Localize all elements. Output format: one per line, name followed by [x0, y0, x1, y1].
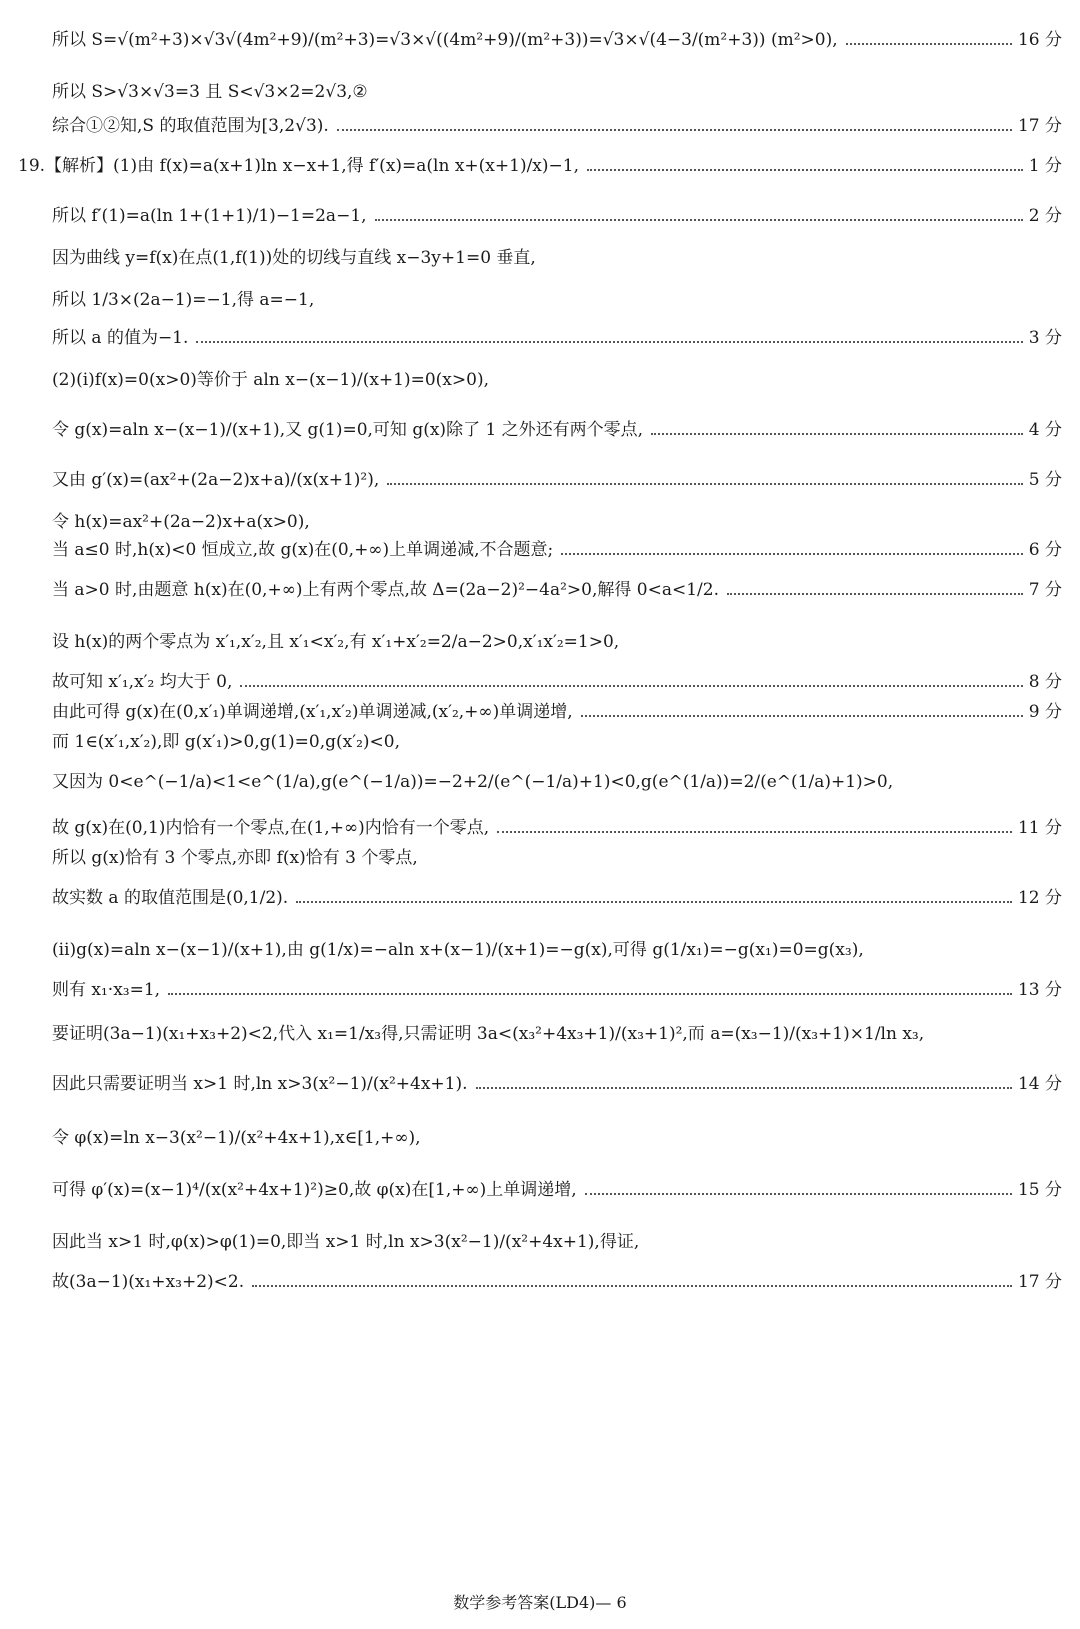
- line-text: 所以 f′(1)=a(ln 1+(1+1)/1)−1=2a−1,: [52, 206, 367, 226]
- score-label: 2 分: [1028, 206, 1062, 226]
- solution-line: [52, 116, 1062, 136]
- solution-line: [52, 732, 1062, 752]
- score-label: 16 分: [1017, 30, 1062, 50]
- solution-line: [52, 206, 1062, 226]
- score-label: 4 分: [1028, 420, 1062, 440]
- score-label: 12 分: [1017, 888, 1062, 908]
- line-text: (2)(ⅰ)f(x)=0(x>0)等价于 aln x−(x−1)/(x+1)=0(x>0),: [52, 370, 489, 390]
- dot-leader: [252, 1284, 1012, 1287]
- solution-line: [52, 248, 1062, 268]
- score-label: 14 分: [1017, 1074, 1062, 1094]
- solution-line: [52, 1232, 1062, 1252]
- line-text: 当 a>0 时,由题意 h(x)在(0,+∞)上有两个零点,故 Δ=(2a−2)²−4a²>0,解得 0<a<1/2.: [52, 580, 720, 600]
- line-text: 可得 φ′(x)=(x−1)⁴/(x(x²+4x+1)²)≥0,故 φ(x)在[1,+∞)上单调递增,: [52, 1180, 577, 1200]
- solution-line: [52, 818, 1062, 838]
- score-label: 17 分: [1017, 1272, 1062, 1292]
- solution-line: [52, 980, 1062, 1000]
- line-text: (ⅱ)g(x)=aln x−(x−1)/(x+1),由 g(1/x)=−aln x+(x−1)/(x+1)=−g(x),可得 g(1/x₁)=−g(x₁)=0=g(x₃),: [52, 940, 864, 960]
- dot-leader: [581, 714, 1023, 717]
- dot-leader: [476, 1086, 1012, 1089]
- solution-line: [52, 1024, 1062, 1044]
- line-text: 而 1∈(x′₁,x′₂),即 g(x′₁)>0,g(1)=0,g(x′₂)<0,: [52, 732, 400, 752]
- line-text: 令 φ(x)=ln x−3(x²−1)/(x²+4x+1),x∈[1,+∞),: [52, 1128, 421, 1148]
- solution-line: [52, 1272, 1062, 1292]
- solution-line: [52, 702, 1062, 722]
- line-text: 因为曲线 y=f(x)在点(1,f(1))处的切线与直线 x−3y+1=0 垂直,: [52, 248, 536, 268]
- line-text: 所以 S>√3×√3=3 且 S<√3×2=2√3,②: [52, 82, 368, 102]
- score-label: 6 分: [1028, 540, 1062, 560]
- solution-line: [52, 848, 1062, 868]
- dot-leader: [585, 1192, 1012, 1195]
- score-label: 3 分: [1028, 328, 1062, 348]
- score-label: 1 分: [1028, 156, 1062, 176]
- line-text: 因此只需要证明当 x>1 时,ln x>3(x²−1)/(x²+4x+1).: [52, 1074, 468, 1094]
- dot-leader: [727, 592, 1023, 595]
- solution-line: [52, 290, 1062, 310]
- score-label: 8 分: [1028, 672, 1062, 692]
- score-label: 17 分: [1017, 116, 1062, 136]
- dot-leader: [168, 992, 1012, 995]
- solution-line: [52, 1180, 1062, 1200]
- solution-line: [52, 940, 1062, 960]
- dot-leader: [337, 128, 1012, 131]
- dot-leader: [651, 432, 1023, 435]
- score-label: 13 分: [1017, 980, 1062, 1000]
- dot-leader: [240, 684, 1022, 687]
- line-text: 因此当 x>1 时,φ(x)>φ(1)=0,即当 x>1 时,ln x>3(x²−1)/(x²+4x+1),得证,: [52, 1232, 640, 1252]
- solution-line: [52, 1074, 1062, 1094]
- solution-line: [52, 370, 1062, 390]
- dot-leader: [497, 830, 1012, 833]
- line-text: 故实数 a 的取值范围是(0,1/2).: [52, 888, 289, 908]
- solution-line: [52, 30, 1062, 50]
- line-text: 所以 S=√(m²+3)×√3√(4m²+9)/(m²+3)=√3×√((4m²+9)/(m²+3))=√3×√(4−3/(m²+3)) (m²>0),: [52, 30, 838, 50]
- solution-line: [52, 512, 1062, 532]
- line-text: 所以 g(x)恰有 3 个零点,亦即 f(x)恰有 3 个零点,: [52, 848, 418, 868]
- line-text: 所以 1/3×(2a−1)=−1,得 a=−1,: [52, 290, 315, 310]
- line-text: 故(3a−1)(x₁+x₃+2)<2.: [52, 1272, 245, 1292]
- dot-leader: [375, 218, 1023, 221]
- line-text: 要证明(3a−1)(x₁+x₃+2)<2,代入 x₁=1/x₃得,只需证明 3a<(x₃²+4x₃+1)/(x₃+1)²,而 a=(x₃−1)/(x₃+1)×1/ln x₃,: [52, 1024, 925, 1044]
- line-text: 又因为 0<e^(−1/a)<1<e^(1/a),g(e^(−1/a))=−2+2/(e^(−1/a)+1)<0,g(e^(1/a))=2/(e^(1/a)+1)>0,: [52, 772, 894, 792]
- line-text: 设 h(x)的两个零点为 x′₁,x′₂,且 x′₁<x′₂,有 x′₁+x′₂=2/a−2>0,x′₁x′₂=1>0,: [52, 632, 620, 652]
- solution-line: [52, 772, 1062, 792]
- solution-line: [52, 632, 1062, 652]
- dot-leader: [196, 340, 1022, 343]
- score-label: 7 分: [1028, 580, 1062, 600]
- score-label: 11 分: [1017, 818, 1062, 838]
- line-text: 则有 x₁·x₃=1,: [52, 980, 161, 1000]
- solution-line: [52, 470, 1062, 490]
- solution-line: [52, 888, 1062, 908]
- score-label: 5 分: [1028, 470, 1062, 490]
- dot-leader: [387, 482, 1023, 485]
- solution-line: [52, 328, 1062, 348]
- line-text: 19.【解析】(1)由 f(x)=a(x+1)ln x−x+1,得 f′(x)=a(ln x+(x+1)/x)−1,: [18, 156, 579, 176]
- page-footer: 数学参考答案(LD4)— 6: [453, 1593, 627, 1612]
- line-text: 由此可得 g(x)在(0,x′₁)单调递增,(x′₁,x′₂)单调递减,(x′₂,+∞)单调递增,: [52, 702, 573, 722]
- solution-line: [52, 82, 1062, 102]
- line-text: 又由 g′(x)=(ax²+(2a−2)x+a)/(x(x+1)²),: [52, 470, 380, 490]
- dot-leader: [846, 42, 1012, 45]
- score-label: 9 分: [1028, 702, 1062, 722]
- line-text: 令 g(x)=aln x−(x−1)/(x+1),又 g(1)=0,可知 g(x)除了 1 之外还有两个零点,: [52, 420, 644, 440]
- solution-line: [52, 580, 1062, 600]
- solution-line: [52, 1128, 1062, 1148]
- line-text: 综合①②知,S 的取值范围为[3,2√3).: [52, 116, 329, 136]
- line-text: 令 h(x)=ax²+(2a−2)x+a(x>0),: [52, 512, 310, 532]
- solution-line: [52, 420, 1062, 440]
- dot-leader: [296, 900, 1012, 903]
- line-text: 所以 a 的值为−1.: [52, 328, 189, 348]
- solution-line: [52, 540, 1062, 560]
- line-text: 当 a≤0 时,h(x)<0 恒成立,故 g(x)在(0,+∞)上单调递减,不合题意;: [52, 540, 554, 560]
- dot-leader: [561, 552, 1023, 555]
- score-label: 15 分: [1017, 1180, 1062, 1200]
- line-text: 故 g(x)在(0,1)内恰有一个零点,在(1,+∞)内恰有一个零点,: [52, 818, 490, 838]
- dot-leader: [587, 168, 1023, 171]
- line-text: 故可知 x′₁,x′₂ 均大于 0,: [52, 672, 233, 692]
- solution-line: [52, 672, 1062, 692]
- solution-line: [18, 156, 1062, 176]
